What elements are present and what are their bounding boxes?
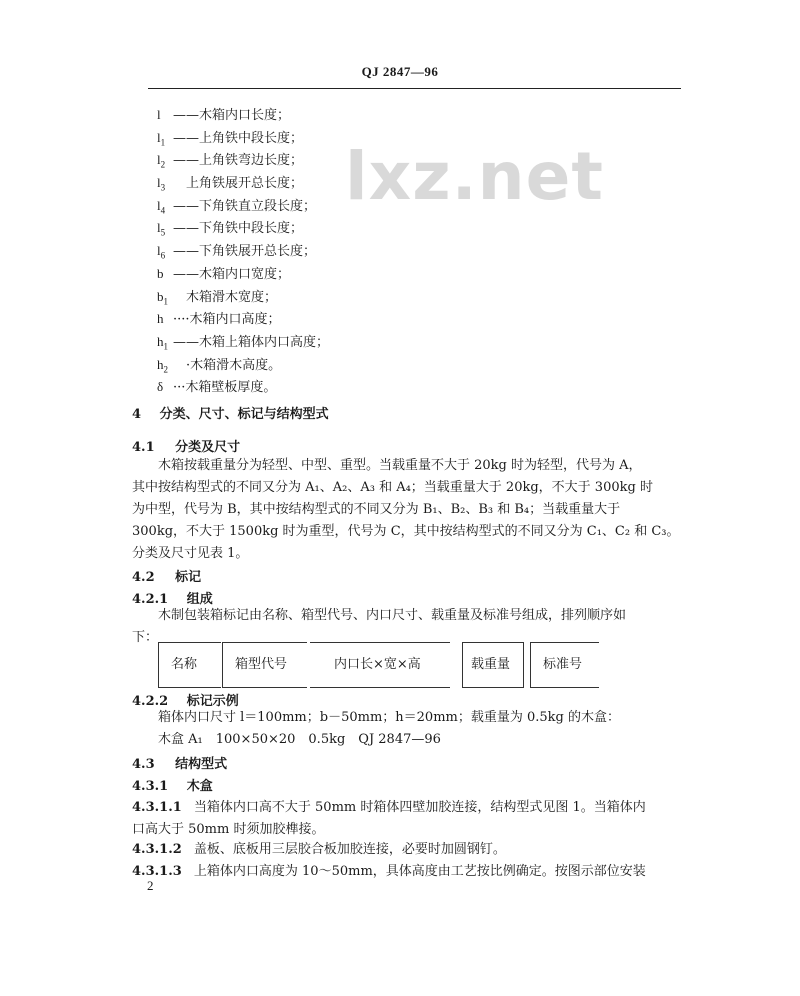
section-title: 组成	[186, 592, 213, 607]
definition-text: 木箱内口高度；	[189, 312, 281, 328]
section-title: 标记	[175, 570, 202, 585]
definition-text: 木箱滑木高度。	[190, 357, 282, 373]
paragraph-line: 箱体内口尺寸 l＝100mm；b－50mm；h＝20mm；载重量为 0.5kg 的木盒：	[158, 710, 620, 725]
definition-row	[157, 308, 329, 331]
section-4-1-body	[132, 455, 680, 565]
definition-row	[157, 331, 329, 354]
definition-text: 木箱壁板厚度。	[185, 380, 277, 396]
definition-dash	[173, 176, 186, 191]
section-number: 4.2.2	[132, 694, 169, 709]
mark-box-load	[462, 642, 524, 688]
section-title: 标记示例	[186, 694, 239, 709]
section-title: 木盒	[186, 779, 213, 794]
definition-symbol: δ	[157, 379, 164, 395]
paragraph-line: 木制包装箱标记由名称、箱型代号、内口尺寸、载重量及标准号组成，排列顺序如	[158, 608, 627, 623]
definition-text: 木箱滑木宽度；	[186, 289, 278, 305]
definition-text: 木箱内口长度；	[199, 108, 291, 123]
definition-symbol: $l_3$	[157, 175, 166, 193]
definition-symbol: $h_2$	[157, 356, 168, 375]
definition-text: 下角铁展开总长度；	[199, 244, 317, 260]
definition-text: 下角铁中段长度；	[199, 221, 304, 237]
definition-symbol: $l_1$	[157, 129, 166, 148]
definition-text: 下角铁直立段长度；	[199, 198, 317, 214]
section-title: 结构型式	[175, 757, 228, 772]
definition-dash: ——	[173, 334, 199, 350]
section-4-2-heading	[132, 566, 201, 585]
definition-symbol: $l_6$	[157, 243, 166, 261]
mark-box-label: 标准号	[543, 657, 583, 672]
definition-text: 上角铁弯边长度；	[199, 153, 304, 169]
watermark: lxz.net	[345, 138, 604, 215]
definition-row	[157, 104, 329, 127]
paragraph-line: 300kg，不大于 1500kg 时为重型，代号为 C，其中按结构型式的不同又分为 C₁、C₂ 和 C₃。	[132, 524, 680, 539]
definition-dash: ·	[173, 357, 191, 373]
section-number: 4.2.1	[132, 592, 169, 607]
section-4-heading	[132, 403, 329, 422]
mark-box-label: 载重量	[471, 657, 511, 672]
definition-dash: ——	[173, 153, 199, 169]
mark-box-dims	[310, 642, 450, 688]
definition-dash: ····	[173, 312, 190, 328]
definition-dash: ——	[173, 244, 199, 260]
section-4-3-1-3	[132, 860, 646, 879]
header-rule	[148, 88, 681, 89]
section-number: 4.3.1.3	[132, 864, 182, 879]
paragraph-line: 下：	[132, 630, 159, 645]
section-4-1-heading	[132, 436, 240, 455]
definition-symbol: $l_2$	[157, 152, 166, 170]
section-4-2-2-body	[158, 707, 620, 751]
page-header: QJ 2847—96	[361, 64, 439, 79]
definition-dash	[173, 290, 186, 305]
mark-box-label: 内口长×宽×高	[334, 657, 421, 672]
paragraph-line: 其中按结构型式的不同又分为 A₁、A₂、A₃ 和 A₄；当载重量大于 20kg，不大于 300kg 时	[132, 480, 653, 495]
definition-symbol: $b_1$	[157, 288, 168, 307]
definition-text: 木箱上箱体内口高度；	[199, 334, 330, 350]
section-number: 4	[132, 407, 142, 422]
definition-dash: ——	[173, 221, 199, 237]
paragraph-line: 分类及尺寸见表 1。	[132, 546, 249, 561]
definition-row	[157, 195, 329, 218]
mark-box-std	[530, 642, 599, 688]
definition-text: 上角铁展开总长度；	[186, 176, 304, 192]
section-number: 4.3	[132, 757, 155, 772]
mark-box-label: 名称	[171, 657, 198, 672]
section-number: 4.3.1.1	[132, 800, 182, 815]
section-4-3-1-heading	[132, 775, 213, 794]
definition-row	[157, 376, 329, 399]
definition-row	[157, 127, 329, 150]
section-title: 分类及尺寸	[175, 440, 241, 455]
paragraph-line: 口高大于 50mm 时须加胶榫接。	[132, 822, 325, 837]
definition-symbol: $h_1$	[157, 333, 168, 352]
section-4-3-1-1	[132, 797, 646, 841]
definition-dash: ——	[173, 108, 199, 123]
symbol-definitions	[157, 104, 329, 399]
section-number: 4.3.1.2	[132, 842, 182, 857]
definition-row	[157, 217, 329, 240]
definition-text: 上角铁中段长度；	[199, 130, 304, 146]
definition-text: 木箱内口宽度；	[199, 266, 291, 282]
section-4-3-1-2	[132, 838, 506, 857]
definition-dash: ——	[173, 266, 199, 282]
paragraph-line: 为中型，代号为 B，其中按结构型式的不同又分为 B₁、B₂、B₃ 和 B₄；当载重量大于	[132, 502, 621, 517]
definition-symbol: $l_4$	[157, 197, 166, 216]
definition-dash: ——	[173, 130, 199, 146]
definition-dash: ···	[173, 380, 186, 396]
section-title: 分类、尺寸、标记与结构型式	[159, 407, 329, 422]
section-4-3-heading	[132, 753, 227, 772]
definition-symbol: h	[157, 311, 164, 327]
page-number: 2	[147, 878, 154, 893]
definition-row	[157, 263, 329, 286]
definition-row	[157, 172, 329, 195]
definition-row	[157, 354, 329, 377]
section-number: 4.3.1	[132, 779, 169, 794]
mark-box-label: 箱型代号	[235, 657, 288, 672]
definition-dash: ——	[173, 198, 199, 214]
definition-symbol: l	[157, 107, 161, 122]
section-number: 4.1	[132, 440, 155, 455]
mark-box-type-code	[222, 642, 307, 688]
paragraph-line: 上箱体内口高度为 10～50mm，具体高度由工艺按比例确定。按图示部位安装	[193, 864, 646, 879]
definition-row	[157, 240, 329, 263]
paragraph-line: 木盒 A₁ 100×50×20 0.5kg QJ 2847—96	[158, 732, 441, 747]
mark-box-name	[158, 642, 221, 688]
definition-symbol: $l_5$	[157, 220, 166, 239]
definition-row	[157, 286, 329, 309]
definition-symbol: b	[157, 265, 164, 281]
definition-row	[157, 149, 329, 172]
paragraph-line: 当箱体内口高不大于 50mm 时箱体四壁加胶连接，结构型式见图 1。当箱体内	[193, 800, 646, 815]
paragraph-line: 木箱按载重量分为轻型、中型、重型。当载重量不大于 20kg 时为轻型，代号为 A，	[158, 458, 642, 473]
paragraph-line: 盖板、底板用三层胶合板加胶连接，必要时加圆钢钉。	[193, 842, 506, 857]
section-number: 4.2	[132, 570, 155, 585]
